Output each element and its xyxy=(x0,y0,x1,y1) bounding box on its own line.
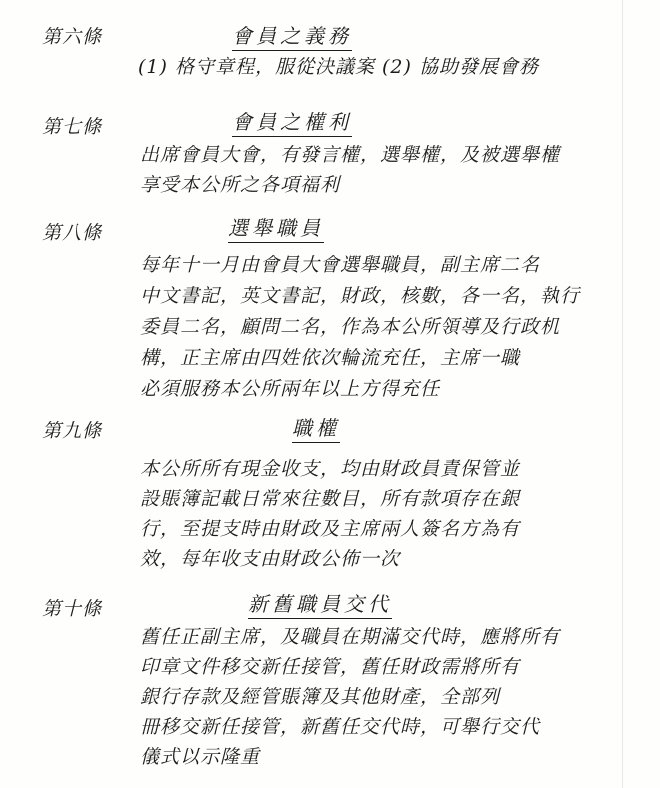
article-number: 第十條 xyxy=(42,598,103,620)
body-line: 舊任正副主席，及職員在期滿交代時，應將所有 xyxy=(140,626,561,648)
body-line: 委員二名，顧問二名，作為本公所領導及行政机 xyxy=(140,316,561,338)
article-body xyxy=(140,622,610,772)
body-line: 本公所所有現金收支，均由財政員責保管並 xyxy=(140,458,521,480)
article-body xyxy=(140,140,610,200)
page-fold-line xyxy=(622,0,623,788)
body-line: 中文書記，英文書記，財政，核數，各一名，執行 xyxy=(140,285,581,307)
article-title: 職權 xyxy=(292,416,340,440)
body-line: 行，至提支時由財政及主席兩人簽名方為有 xyxy=(140,518,521,540)
article-title: 選舉職員 xyxy=(228,216,324,240)
article-body xyxy=(138,52,608,82)
body-line: 構，正主席由四姓依次輪流充任，主席一職 xyxy=(140,347,521,369)
article-title: 會員之權利 xyxy=(232,110,352,134)
body-line: 必須服務本公所兩年以上方得充任 xyxy=(140,378,441,400)
body-line: 出席會員大會，有發言權，選舉權，及被選舉權 xyxy=(140,144,561,166)
article-number: 第八條 xyxy=(42,222,103,244)
body-line: 每年十一月由會員大會選舉職員，副主席二名 xyxy=(140,254,541,276)
body-line: 儀式以示隆重 xyxy=(140,746,261,768)
body-line: 效，每年收支由財政公佈一次 xyxy=(140,548,401,570)
article-number: 第九條 xyxy=(42,420,103,442)
article-title: 會員之義務 xyxy=(232,24,352,48)
body-line: 設賬簿記載日常來往數目，所有款項存在銀 xyxy=(140,488,521,510)
article-body xyxy=(140,454,610,574)
body-line: 印章文件移交新任接管，舊任財政需將所有 xyxy=(140,656,521,678)
article-number: 第六條 xyxy=(42,26,103,48)
article-number: 第七條 xyxy=(42,116,103,138)
body-line: (1) 格守章程，服從決議案 (2) 協助發展會務 xyxy=(138,56,539,78)
body-line: 銀行存款及經管賬簿及其他財產，全部列 xyxy=(140,686,501,708)
article-body xyxy=(140,250,610,405)
body-line: 享受本公所之各項福利 xyxy=(140,174,341,196)
article-title: 新舊職員交代 xyxy=(248,592,392,616)
body-line: 冊移交新任接管，新舊任交代時，可舉行交代 xyxy=(140,716,541,738)
